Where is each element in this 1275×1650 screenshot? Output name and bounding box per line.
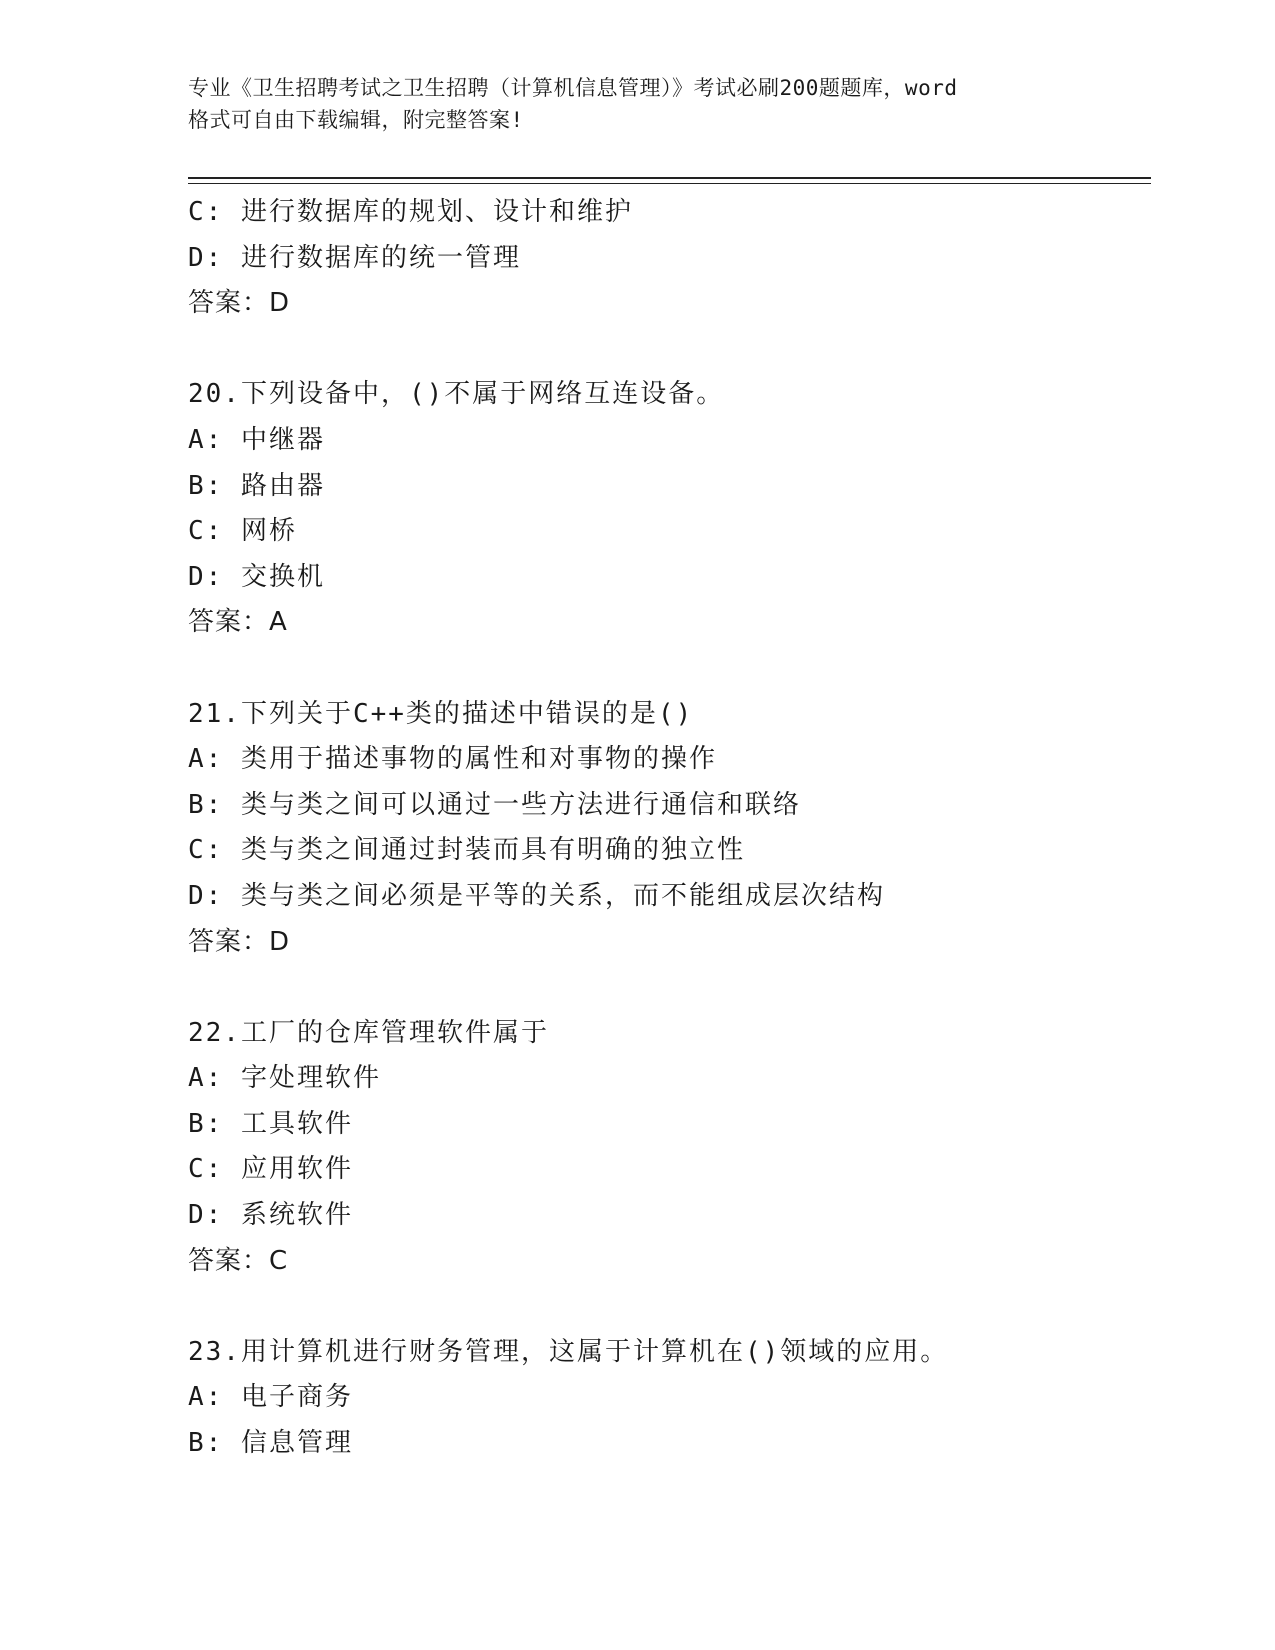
answer: 答案：D [188,926,291,957]
header-line-2: 格式可自由下载编辑，附完整答案! [188,108,524,132]
question-23 [188,1330,1151,1467]
answer: 答案：D [188,288,291,319]
question-text: 23.用计算机进行财务管理，这属于计算机在()领域的应用。 [188,1336,949,1367]
option-c: C: 网桥 [188,516,297,547]
spacer [188,965,1151,1011]
option-a: A: 字处理软件 [188,1063,381,1094]
option-b: B: 路由器 [188,470,325,501]
option-c: C: 类与类之间通过封装而具有明确的独立性 [188,835,745,866]
answer: 答案：A [188,607,288,638]
spacer [188,1284,1151,1330]
question-text: 20.下列设备中，()不属于网络互连设备。 [188,379,725,410]
spacer [188,646,1151,692]
header-line-1: 专业《卫生招聘考试之卫生招聘（计算机信息管理）》考试必刷200题题库，word [188,76,958,100]
question-22 [188,1011,1151,1285]
question-list [188,190,1151,1467]
option-a: A: 类用于描述事物的属性和对事物的操作 [188,744,717,775]
option-b: B: 工具软件 [188,1108,353,1139]
option-d: D: 类与类之间必须是平等的关系，而不能组成层次结构 [188,880,885,911]
question-19 [188,190,1151,327]
option-a: A: 电子商务 [188,1382,353,1413]
document-header [188,72,1088,136]
option-d: D: 交换机 [188,561,325,592]
answer: 答案：C [188,1245,289,1276]
option-b: B: 信息管理 [188,1428,353,1459]
option-d: D: 系统软件 [188,1200,353,1231]
question-20 [188,372,1151,646]
option-a: A: 中继器 [188,424,325,455]
question-text: 21.下列关于C++类的描述中错误的是() [188,698,694,729]
question-text: 22.工厂的仓库管理软件属于 [188,1017,549,1048]
question-21 [188,692,1151,966]
header-divider-thin [188,183,1151,184]
option-c: C: 应用软件 [188,1154,353,1185]
option-b: B: 类与类之间可以通过一些方法进行通信和联络 [188,789,801,820]
option-c: C: 进行数据库的规划、设计和维护 [188,197,633,227]
option-d: D: 进行数据库的统一管理 [188,242,521,273]
header-divider-thick [188,177,1151,179]
spacer [188,327,1151,373]
